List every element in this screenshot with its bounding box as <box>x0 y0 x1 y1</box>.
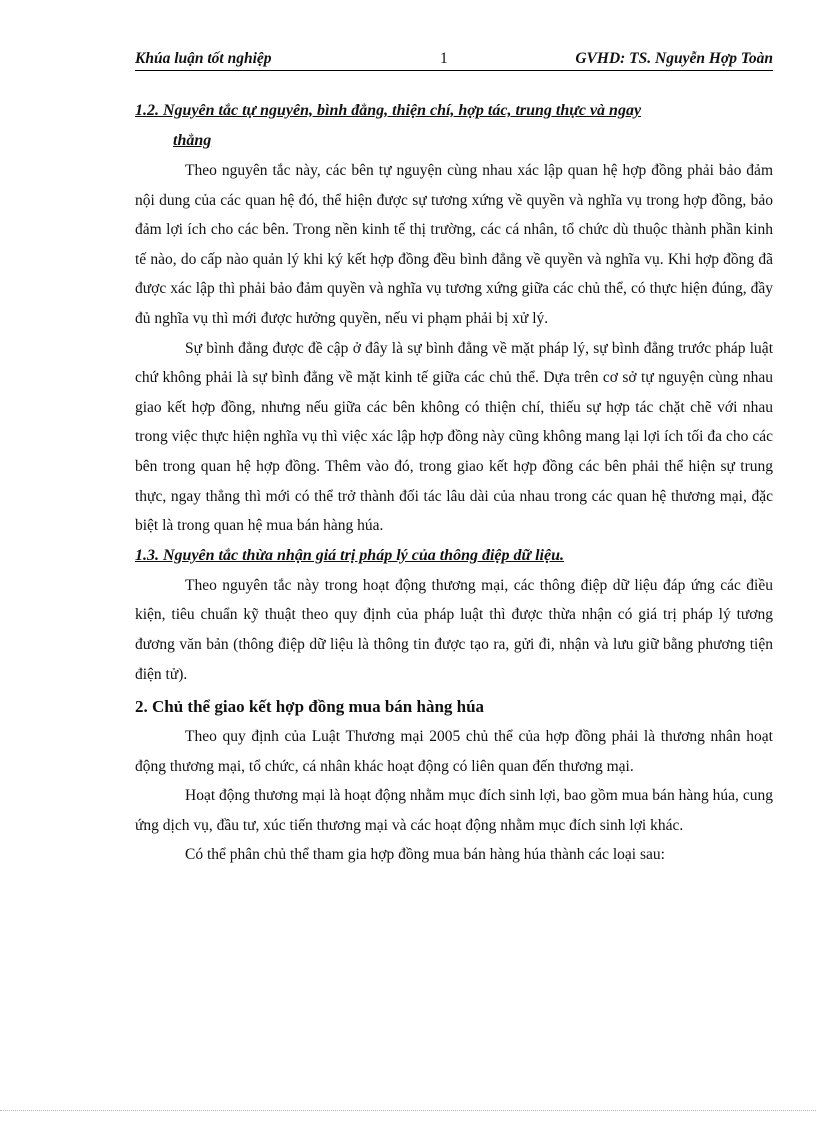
document-body <box>135 96 773 870</box>
header-advisor: GVHD: TS. Nguyễn Hợp Toàn <box>575 50 773 67</box>
section-2-paragraph-1: Theo quy định của Luật Thương mại 2005 chủ thể của hợp đồng phải là thương nhân hoạt động thương mại, tổ chức, cá nhân khác hoạt động có liên quan đến thương mại. <box>135 728 773 775</box>
section-1-3-paragraph-1: Theo nguyên tắc này trong hoạt động thương mại, các thông điệp dữ liệu đáp ứng các điều kiện, tiêu chuẩn kỹ thuật theo quy định của pháp luật thì được thừa nhận có giá trị pháp lý tương đương văn bản (thông điệp dữ liệu là thông tin được tạo ra, gửi đi, nhận và lưu giữ bằng phương tiện điện tử). <box>135 576 773 683</box>
section-1-2-paragraph-1: Theo nguyên tắc này, các bên tự nguyện cùng nhau xác lập quan hệ hợp đồng phải bảo đảm nội dung của các quan hệ đó, thể hiện được sự tương xứng về quyền và nghĩa vụ trong hợp đồng, bảo đảm lợi ích cho các bên. Trong nền kinh tế thị trường, các cá nhân, tổ chức dù thuộc thành phần kinh tế nào, do cấp nào quản lý khi ký kết hợp đồng đều bình đẳng về quyền và nghĩa vụ. Khi hợp đồng đã được xác lập thì phải bảo đảm quyền và nghĩa vụ tương xứng giữa các chủ thể, có thực hiện đúng, đầy đủ nghĩa vụ thì mới được hưởng quyền, nếu vi phạm phải bị xử lý. <box>135 162 773 327</box>
page-bottom-divider <box>0 1110 816 1111</box>
section-1-2-heading-line2: thẳng <box>173 132 212 149</box>
page-number: 1 <box>440 50 448 67</box>
section-1-2-heading-line1: 1.2. Nguyên tắc tự nguyên, bình đẳng, thiện chí, hợp tác, trung thực và ngay <box>135 102 642 119</box>
section-1-2-paragraph-2: Sự bình đẳng được đề cập ở đây là sự bình đẳng về mặt pháp lý, sự bình đẳng trước pháp luật chứ không phải là sự bình đẳng về mặt kinh tế giữa các chủ thể. Dựa trên cơ sở tự nguyện cùng nhau giao kết hợp đồng, nhưng nếu giữa các bên không có thiện chí, thiếu sự hợp tác chặt chẽ với nhau trong việc thực hiện nghĩa vụ thì việc xác lập hợp đồng này cũng không mang lại lợi ích tối đa cho các bên trong quan hệ hợp đồng. Thêm vào đó, trong giao kết hợp đồng các bên phải thể hiện sự trung thực, ngay thẳng thì mới có thể trở thành đối tác lâu dài của nhau trong các quan hệ thương mại, đặc biệt là trong quan hệ mua bán hàng húa. <box>135 339 773 535</box>
section-2-paragraph-3: Có thể phân chủ thể tham gia hợp đồng mua bán hàng húa thành các loại sau: <box>185 846 665 864</box>
page-header <box>135 48 773 71</box>
section-1-3-heading: 1.3. Nguyên tắc thừa nhận giá trị pháp lý của thông điệp dữ liệu. <box>135 546 564 564</box>
header-thesis-label: Khúa luận tốt nghiệp <box>135 50 272 67</box>
section-2-paragraph-2: Hoạt động thương mại là hoạt động nhằm mục đích sinh lợi, bao gồm mua bán hàng húa, cung ứng dịch vụ, đầu tư, xúc tiến thương mại và các hoạt động nhằm mục đích sinh lợi khác. <box>135 787 773 834</box>
section-1-2-heading <box>135 96 773 156</box>
section-2-heading: 2. Chủ thể giao kết hợp đồng mua bán hàng húa <box>135 697 485 717</box>
